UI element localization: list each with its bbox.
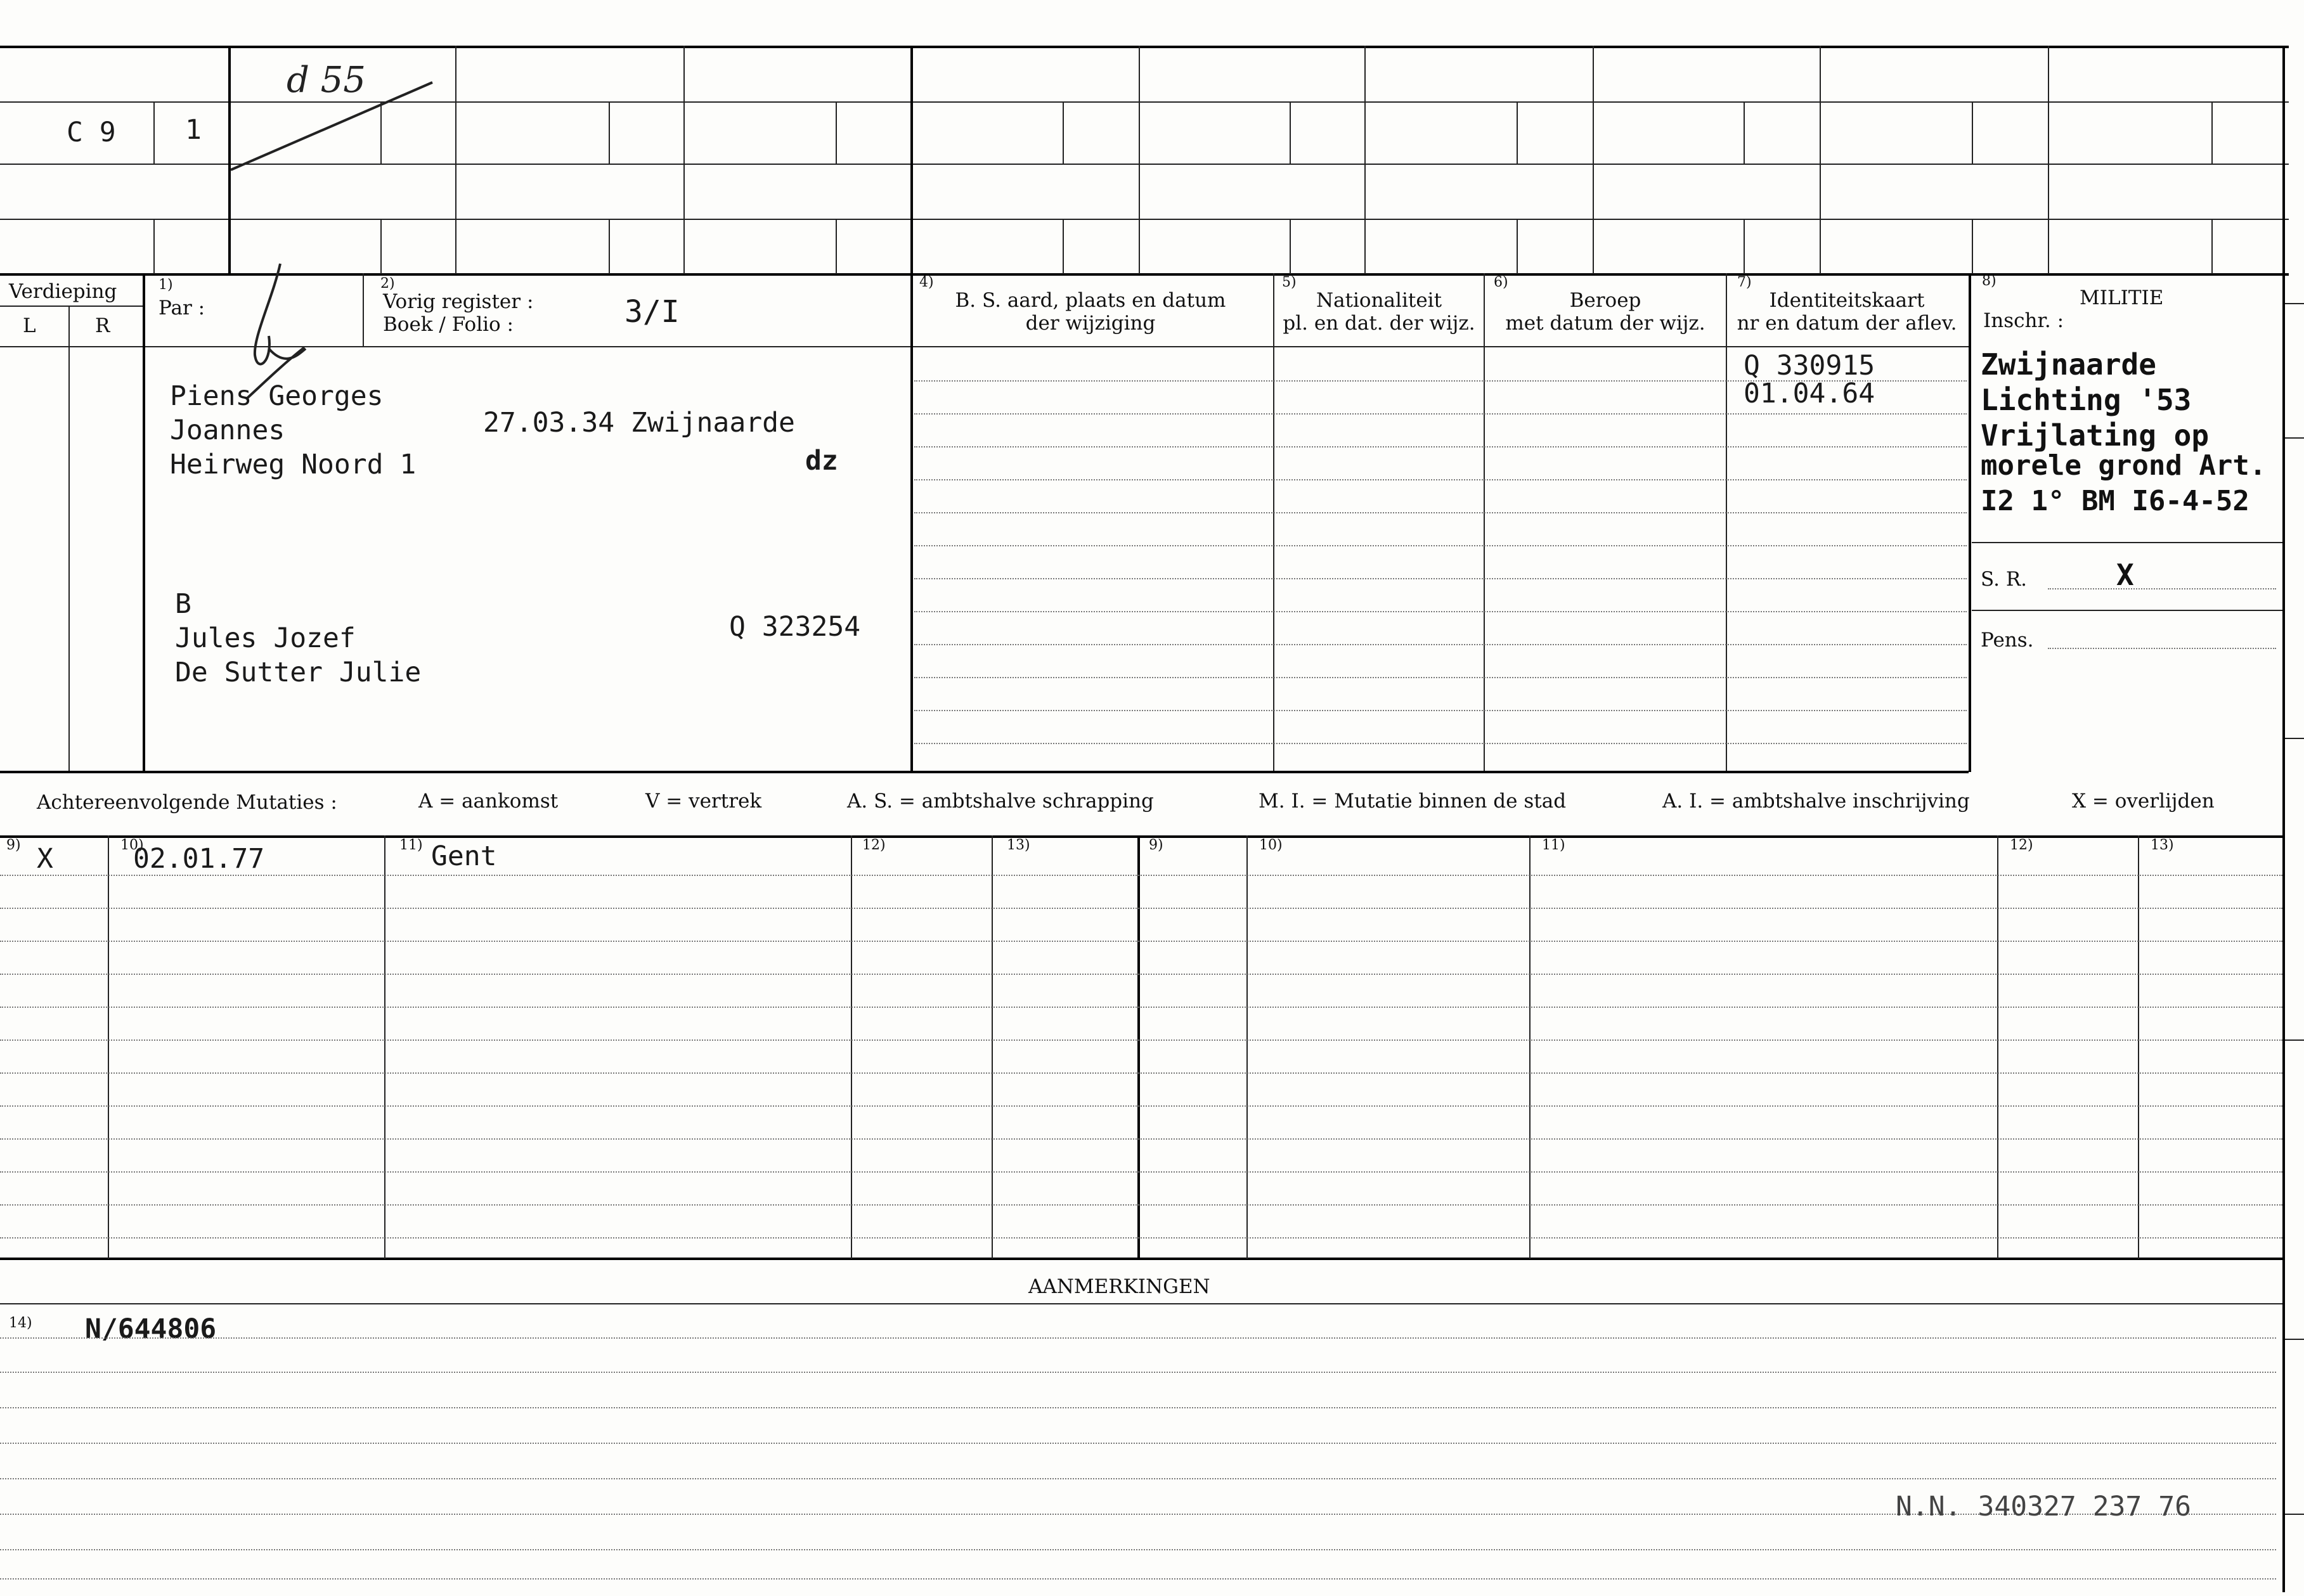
sr-label: S. R. (1981, 568, 2028, 591)
civil-status: B (175, 588, 191, 620)
aanmerkingen-rule (0, 1407, 2276, 1408)
mutatie-col-divider (851, 835, 852, 1259)
aanmerkingen-value: N/644806 (85, 1313, 217, 1345)
militie-divider (1972, 610, 2282, 611)
mutatie-legend-as: A. S. = ambtshalve schrapping (847, 790, 1154, 813)
top-grid-tick (1972, 219, 1973, 274)
col-divider (143, 273, 145, 772)
vorig-register-label: Vorig register : (383, 290, 534, 313)
mutatie-col-number: 13) (2151, 837, 2174, 853)
top-grid-tick (153, 101, 155, 164)
col-divider (1273, 273, 1274, 772)
aanmerkingen-rule (0, 1478, 2276, 1479)
mutatie-col-number: 13) (1007, 837, 1030, 853)
mutatie-col-divider (2138, 835, 2139, 1259)
nationaliteit-line2: pl. en dat. der wijz. (1283, 312, 1475, 335)
sr-rule (2048, 588, 2276, 589)
sr-value: X (2116, 558, 2134, 592)
parent-father: Jules Jozef (175, 622, 356, 654)
field-number: 5) (1282, 274, 1297, 290)
national-number: N.N. 340327 237 76 (1896, 1491, 2191, 1522)
registration-marker: dz (805, 445, 838, 477)
edge-tick (2285, 1514, 2304, 1515)
mutatie-rule (0, 1204, 2282, 1206)
mutatie-legend-ai: A. I. = ambtshalve inschrijving (1662, 790, 1970, 813)
mutatie-col-number: 10) (120, 837, 144, 853)
boek-folio-value: 3/I (625, 294, 680, 330)
mutatie-col-number: 11) (399, 837, 423, 853)
top-grid-divider (1820, 46, 1821, 274)
field-number: 4) (919, 274, 934, 290)
top-grid-tick (1744, 219, 1745, 274)
edge-tick (2285, 1339, 2304, 1340)
top-grid-tick (1290, 219, 1291, 274)
col-divider (1969, 273, 1971, 772)
nationaliteit-line1: Nationaliteit (1316, 289, 1442, 312)
mutatie-col-number: 12) (2010, 837, 2033, 853)
identity-card-date: 01.04.64 (1744, 378, 1875, 409)
mutatie-col-divider (1137, 835, 1140, 1259)
top-grid-tick (380, 219, 382, 274)
rule-line (914, 413, 1967, 415)
aanmerkingen-divider (0, 1303, 2282, 1304)
edge-tick (2285, 738, 2304, 739)
aanmerkingen-rule (0, 1549, 2276, 1550)
mutatie-legend-x: X = overlijden (2072, 790, 2215, 813)
top-border (0, 46, 2289, 48)
birth-date-place: 27.03.34 Zwijnaarde (483, 407, 795, 439)
militie-lichting: Lichting '53 (1981, 383, 2192, 417)
mutatie-place: Gent (431, 840, 497, 872)
mutatie-legend-a: A = aankomst (418, 790, 559, 813)
mutatie-rule (0, 1072, 2282, 1074)
top-grid-line (0, 219, 2289, 220)
mutatie-date: 02.01.77 (133, 843, 265, 875)
col-r-label: R (95, 314, 110, 337)
field-number: 1) (159, 277, 173, 293)
mutatie-col-divider (1246, 835, 1248, 1259)
right-border (2282, 46, 2285, 1592)
col-divider (68, 306, 70, 772)
top-grid-tick (609, 219, 610, 274)
rule-line (914, 446, 1967, 447)
identity-card-number: Q 330915 (1744, 350, 1875, 382)
col-l-label: L (23, 314, 36, 337)
col-divider (1726, 273, 1727, 772)
rule-line (914, 710, 1967, 711)
field-number: 6) (1494, 274, 1508, 290)
ref-number: 1 (185, 114, 202, 146)
field-number: 7) (1737, 274, 1752, 290)
militie-vrijlating: Vrijlating op (1981, 418, 2210, 453)
militie-label: MILITIE (2080, 286, 2164, 309)
person-firstname: Joannes (170, 415, 285, 446)
edge-tick (2285, 303, 2304, 304)
mutatie-col-number: 10) (1259, 837, 1283, 853)
rule-line (914, 611, 1967, 612)
rule-line (914, 512, 1967, 513)
person-address: Heirweg Noord 1 (170, 449, 417, 480)
parent-mother: De Sutter Julie (175, 657, 422, 688)
top-grid-tick (1063, 101, 1064, 164)
handwritten-note: d 55 (287, 60, 366, 101)
rule-line (914, 545, 1967, 546)
top-grid-divider (910, 46, 913, 274)
col-divider (910, 273, 913, 772)
ref-code: C 9 (67, 117, 116, 148)
pens-rule (2048, 648, 2276, 649)
mutatie-rule (0, 1237, 2282, 1239)
top-grid-divider (1593, 46, 1594, 274)
mutatie-col-divider (384, 835, 385, 1259)
edge-tick (2285, 1039, 2304, 1041)
top-grid-divider (683, 46, 685, 274)
verdieping-label: Verdieping (9, 280, 117, 303)
field-number: 14) (9, 1315, 32, 1331)
mutaties-title: Achtereenvolgende Mutaties : (37, 791, 337, 814)
top-grid-tick (2211, 101, 2213, 164)
col-divider (363, 273, 364, 347)
mutatie-rule (0, 1039, 2282, 1041)
top-grid-tick (1517, 101, 1518, 164)
militie-place: Zwijnaarde (1981, 347, 2156, 382)
top-grid-tick (1744, 101, 1745, 164)
mutatie-rule (0, 941, 2282, 942)
field-number: 2) (380, 276, 395, 292)
mutatie-rule (0, 974, 2282, 975)
mutatie-col-number: 11) (1542, 837, 1565, 853)
militie-divider (1972, 542, 2282, 543)
col-divider (1484, 273, 1485, 772)
bs-header-line1: B. S. aard, plaats en datum (955, 289, 1226, 312)
top-grid-tick (836, 219, 837, 274)
rule-line (914, 578, 1967, 579)
mutatie-col-divider (1997, 835, 1998, 1259)
mutatie-col-divider (108, 835, 109, 1259)
aanmerkingen-rule (0, 1372, 2276, 1373)
strike-line (228, 76, 437, 177)
rule-line (914, 479, 1967, 480)
aanmerkingen-rule (0, 1443, 2276, 1444)
beroep-line1: Beroep (1569, 289, 1641, 312)
top-grid-tick (153, 219, 155, 274)
inschr-label: Inschr. : (1983, 309, 2064, 332)
parent-id: Q 323254 (729, 611, 861, 643)
person-name: Piens Georges (170, 380, 384, 412)
mutatie-rule (0, 1007, 2282, 1008)
par-label: Par : (159, 297, 205, 319)
militie-artikel: I2 1° BM I6-4-52 (1981, 485, 2249, 517)
top-grid-tick (1972, 101, 1973, 164)
beroep-line2: met datum der wijz. (1505, 312, 1705, 335)
pens-label: Pens. (1981, 629, 2034, 652)
aanmerkingen-title: AANMERKINGEN (1028, 1275, 1210, 1298)
top-grid-tick (1063, 219, 1064, 274)
mutatie-legend-v: V = vertrek (645, 790, 762, 813)
bs-header-line2: der wijziging (1025, 312, 1156, 335)
rule-line (914, 644, 1967, 645)
top-grid-divider (2048, 46, 2049, 274)
field-number: 8) (1982, 273, 1997, 289)
mutatie-rule (0, 875, 2282, 876)
mutaties-top (0, 835, 2282, 838)
top-grid-divider (455, 46, 456, 274)
mutatie-col-divider (1529, 835, 1531, 1259)
top-grid-divider (1364, 46, 1366, 274)
mutatie-legend-mi: M. I. = Mutatie binnen de stad (1259, 790, 1567, 813)
mutatie-col-number: 9) (1149, 837, 1163, 853)
top-grid-tick (2211, 219, 2213, 274)
rule-line (914, 677, 1967, 678)
militie-grond: morele grond Art. (1981, 449, 2267, 482)
mutatie-col-divider (992, 835, 993, 1259)
rule-line (914, 743, 1967, 744)
top-grid-tick (1517, 219, 1518, 274)
header-border (0, 273, 2289, 276)
aanmerkingen-rule (0, 1578, 2276, 1580)
identiteitskaart-line1: Identiteitskaart (1769, 289, 1925, 312)
mutatie-rule (0, 908, 2282, 909)
aanmerkingen-rule (0, 1337, 2276, 1339)
top-grid-tick (836, 101, 837, 164)
mutatie-rule (0, 1138, 2282, 1140)
main-bottom (0, 771, 1969, 773)
mutatie-rule (0, 1171, 2282, 1173)
top-grid-tick (609, 101, 610, 164)
mutaties-bottom (0, 1258, 2282, 1260)
boek-folio-label: Boek / Folio : (383, 313, 514, 336)
mutatie-col-number: 9) (6, 837, 21, 853)
top-grid-tick (1290, 101, 1291, 164)
verdieping-split (0, 306, 143, 307)
identiteitskaart-line2: nr en datum der aflev. (1737, 312, 1957, 335)
edge-tick (2285, 437, 2304, 439)
mutatie-type: X (37, 843, 53, 875)
top-grid-divider (1139, 46, 1140, 274)
mutatie-col-number: 12) (862, 837, 886, 853)
mutatie-rule (0, 1105, 2282, 1107)
